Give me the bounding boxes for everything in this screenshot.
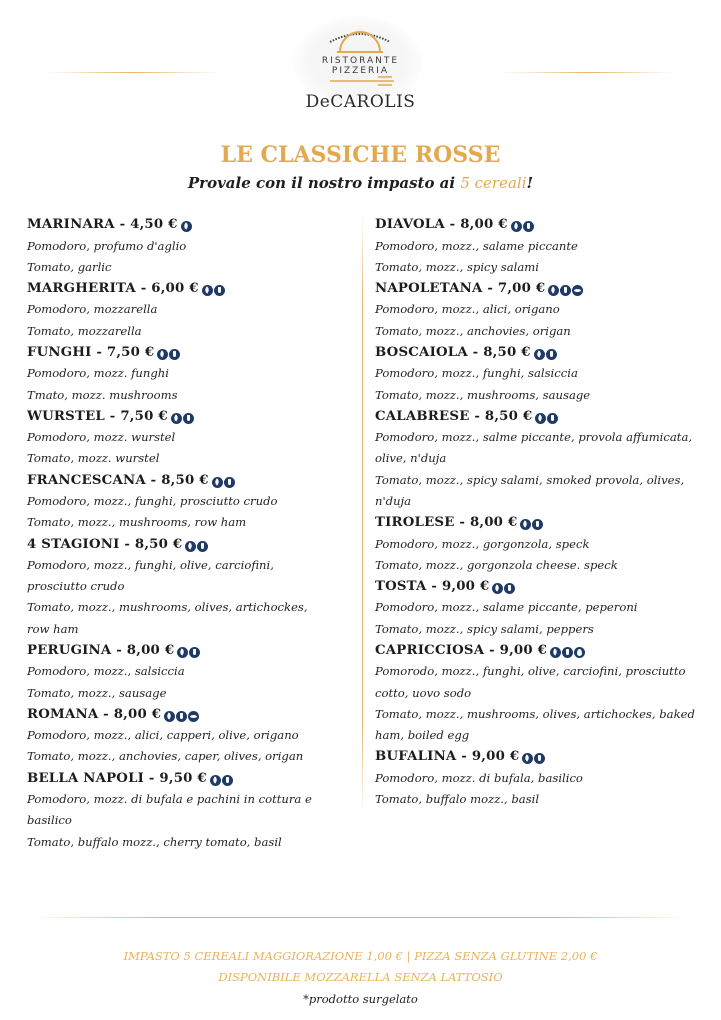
menu-item-title: PERUGINA - 8,00 € xyxy=(27,642,175,658)
menu-item xyxy=(375,576,695,640)
menu-item-name xyxy=(27,214,352,236)
menu-item-description: ham, boiled egg xyxy=(375,727,470,742)
menu-item-title: BOSCAIOLA - 8,50 € xyxy=(375,344,531,360)
subtitle-highlight: 5 cereali xyxy=(460,174,527,192)
page-subtitle xyxy=(0,174,721,192)
menu-item-title: WURSTEL - 7,50 € xyxy=(27,408,168,424)
leaf-icon xyxy=(550,647,561,658)
menu-item-title: TIROLESE - 8,00 € xyxy=(375,515,518,531)
menu-item-name xyxy=(27,534,352,556)
menu-item xyxy=(375,746,695,810)
fish-icon xyxy=(188,711,199,722)
leaf-icon xyxy=(548,285,559,296)
menu-item-description: Pomodoro, mozz., funghi, salsiccia xyxy=(375,366,578,381)
menu-item-title: MARINARA - 4,50 € xyxy=(27,217,178,232)
leaf-icon xyxy=(164,711,175,722)
menu-item-description: Pomodoro, mozz. funghi xyxy=(27,366,169,381)
menu-item-description: Tomato, mozz., anchovies, origan xyxy=(375,323,571,338)
menu-item-description: Pomodoro, mozz., funghi, prosciutto crudo xyxy=(27,494,278,509)
milk-icon xyxy=(224,477,235,488)
fish-icon xyxy=(572,285,583,296)
menu-item-title: NAPOLETANA - 7,00 € xyxy=(375,280,546,296)
menu-item-name xyxy=(375,214,695,236)
menu-item-description: Pomodoro, mozz. di bufala e pachini in cottura e basilico xyxy=(27,792,312,828)
leaf-icon xyxy=(535,413,546,424)
milk-icon xyxy=(534,753,545,764)
menu-item-description: Tomato, mozz., anchovies, caper, olives, origan xyxy=(27,749,304,764)
menu-item xyxy=(375,406,695,512)
leaf-icon xyxy=(492,583,503,594)
allergen-icons xyxy=(522,748,546,770)
menu-item xyxy=(375,512,695,576)
leaf-icon xyxy=(534,349,545,360)
leaf-icon xyxy=(520,519,531,530)
leaf-icon xyxy=(202,285,213,296)
menu-item-title: CALABRESE - 8,50 € xyxy=(375,408,533,424)
menu-item-name xyxy=(375,576,695,598)
menu-item-title: CAPRICCIOSA - 9,00 € xyxy=(375,642,548,658)
subtitle-prefix: Provale con il nostro impasto ai xyxy=(187,174,461,192)
allergen-icons xyxy=(534,344,558,366)
allergen-icons xyxy=(210,770,234,792)
logo-line2: PIZZERIA xyxy=(331,66,390,76)
menu-item-description: Tomato, mozz. wurstel xyxy=(27,451,160,466)
allergen-icons xyxy=(185,536,209,558)
menu-item-title: BELLA NAPOLI - 9,50 € xyxy=(27,770,207,786)
menu-item-description: Tomato, buffalo mozz., basil xyxy=(375,791,540,806)
milk-icon xyxy=(504,583,515,594)
logo-brand: DeCAROLIS xyxy=(305,92,416,112)
menu-item-description: prosciutto crudo xyxy=(27,579,125,594)
menu-item-description: Tomato, mozz., sausage xyxy=(27,685,167,700)
allergen-icons xyxy=(492,578,516,600)
menu-item xyxy=(375,640,695,746)
menu-item-description: Pomodoro, mozz., salme piccante, provola affumicata, xyxy=(375,430,693,445)
allergen-icons xyxy=(212,472,236,494)
leaf-icon xyxy=(177,647,188,658)
menu-item-description: row ham xyxy=(27,621,79,636)
menu-item-title: FUNGHI - 7,50 € xyxy=(27,344,155,360)
menu-item-description: Pomorodo, mozz., funghi, olive, carciofini, prosciutto xyxy=(375,664,686,679)
menu-item xyxy=(27,640,352,704)
menu-item-description: Tomato, mozz., gorgonzola cheese. speck xyxy=(375,557,618,572)
menu-item xyxy=(27,406,352,470)
menu-item-description: Tomato, mozz., mushrooms, sausage xyxy=(375,387,591,402)
leaf-icon xyxy=(157,349,168,360)
leaf-icon xyxy=(511,221,522,232)
allergen-icons xyxy=(177,642,201,664)
milk-icon xyxy=(222,775,233,786)
menu-item-description: Tomato, buffalo mozz., cherry tomato, basil xyxy=(27,834,282,849)
milk-icon xyxy=(560,285,571,296)
subtitle-suffix: ! xyxy=(526,174,534,192)
menu-item-description: Tomato, mozz., spicy salami, smoked provola, olives, xyxy=(375,472,685,487)
menu-item-description: Pomodoro, mozz., alici, capperi, olive, origano xyxy=(27,728,299,743)
menu-item-description: Pomodoro, mozz., gorgonzola, speck xyxy=(375,536,590,551)
menu-item xyxy=(27,768,352,853)
menu-item-description: Tomato, mozz., mushrooms, olives, artichockes, xyxy=(27,600,308,615)
menu-item-description: cotto, uovo sodo xyxy=(375,685,472,700)
menu-item-description: Tomato, mozz., mushrooms, row ham xyxy=(27,515,247,530)
egg-icon xyxy=(574,647,585,658)
menu-item-description: Pomodoro, mozzarella xyxy=(27,302,158,317)
menu-item xyxy=(375,342,695,406)
milk-icon xyxy=(197,541,208,552)
menu-item-description: Pomodoro, mozz., salame piccante, peperoni xyxy=(375,600,638,615)
milk-icon xyxy=(532,519,543,530)
allergen-icons xyxy=(548,280,584,302)
menu-item xyxy=(375,278,695,342)
menu-column-right xyxy=(375,214,695,810)
menu-item-title: BUFALINA - 9,00 € xyxy=(375,749,520,765)
milk-icon xyxy=(546,349,557,360)
menu-item-description: olive, n'duja xyxy=(375,451,447,466)
menu-item-name xyxy=(375,342,695,364)
menu-item xyxy=(27,534,352,640)
allergen-icons xyxy=(550,642,586,664)
milk-icon xyxy=(183,413,194,424)
allergen-icons xyxy=(171,408,195,430)
menu-item-name xyxy=(375,278,695,300)
menu-item-description: Pomodoro, profumo d'aglio xyxy=(27,238,187,253)
menu-item-description: Tomato, mozz., mushrooms, olives, artichockes, baked xyxy=(375,706,695,721)
menu-item-name xyxy=(27,640,352,662)
menu-item-description: Tomato, mozz., spicy salami xyxy=(375,259,539,274)
menu-item-description: Pomodoro, mozz., funghi, olive, carciofini, xyxy=(27,558,274,573)
milk-icon xyxy=(523,221,534,232)
menu-item-name xyxy=(27,768,352,790)
milk-icon xyxy=(214,285,225,296)
menu-item xyxy=(27,704,352,768)
menu-item-description: Pomodoro, mozz., salame piccante xyxy=(375,238,578,253)
menu-item xyxy=(27,470,352,534)
logo-line1: RISTORANTE xyxy=(321,56,400,66)
menu-item-title: TOSTA - 9,00 € xyxy=(375,578,490,594)
menu-item xyxy=(375,214,695,278)
leaf-icon xyxy=(185,541,196,552)
menu-item-title: ROMANA - 8,00 € xyxy=(27,706,162,722)
menu-item-description: Tomato, mozz., spicy salami, peppers xyxy=(375,621,594,636)
menu-item-description: Tmato, mozz. mushrooms xyxy=(27,387,178,402)
menu-item-description: Pomodoro, mozz. wurstel xyxy=(27,430,176,445)
menu-item-name xyxy=(375,640,695,662)
menu-item-description: Pomodoro, mozz., alici, origano xyxy=(375,302,560,317)
allergen-icons xyxy=(520,514,544,536)
allergen-icons xyxy=(181,216,193,238)
menu-item xyxy=(27,214,352,278)
leaf-icon xyxy=(212,477,223,488)
menu-item-title: MARGHERITA - 6,00 € xyxy=(27,280,199,296)
footer-frozen-note: *prodotto surgelato xyxy=(303,992,418,1006)
allergen-icons xyxy=(157,344,181,366)
menu-item-name xyxy=(27,406,352,428)
menu-item-description: n'duja xyxy=(375,493,412,508)
allergen-icons xyxy=(164,706,200,728)
footer-lactose-free: DISPONIBILE MOZZARELLA SENZA LATTOSIO xyxy=(218,970,503,984)
footer-divider xyxy=(30,917,691,918)
menu-item-name xyxy=(27,470,352,492)
menu-column-left xyxy=(27,214,352,853)
menu-item xyxy=(27,342,352,406)
menu-item-description: Tomato, garlic xyxy=(27,259,112,274)
milk-icon xyxy=(176,711,187,722)
menu-item-description: Pomodoro, mozz., salsiccia xyxy=(27,664,185,679)
menu-item-name xyxy=(375,746,695,768)
menu-item xyxy=(27,278,352,342)
menu-item-name xyxy=(27,704,352,726)
milk-icon xyxy=(169,349,180,360)
menu-item-name xyxy=(27,342,352,364)
column-divider xyxy=(362,214,363,814)
menu-item-description: Tomato, mozzarella xyxy=(27,323,142,338)
leaf-icon xyxy=(210,775,221,786)
leaf-icon xyxy=(522,753,533,764)
allergen-icons xyxy=(511,216,535,238)
allergen-icons xyxy=(535,408,559,430)
menu-item-name xyxy=(375,512,695,534)
menu-item-name xyxy=(375,406,695,428)
leaf-icon xyxy=(181,221,192,232)
menu-item-title: 4 STAGIONI - 8,50 € xyxy=(27,536,183,552)
milk-icon xyxy=(547,413,558,424)
menu-item-description: Pomodoro, mozz. di bufala, basilico xyxy=(375,770,583,785)
leaf-icon xyxy=(171,413,182,424)
allergen-icons xyxy=(202,280,226,302)
menu-item-title: FRANCESCANA - 8,50 € xyxy=(27,472,209,488)
page-title: LE CLASSICHE ROSSE xyxy=(220,142,501,168)
menu-item-name xyxy=(27,278,352,300)
milk-icon xyxy=(189,647,200,658)
milk-icon xyxy=(562,647,573,658)
footer-surcharge: IMPASTO 5 CEREALI MAGGIORAZIONE 1,00 € | PIZZA SENZA GLUTINE 2,00 € xyxy=(123,949,598,963)
menu-item-title: DIAVOLA - 8,00 € xyxy=(375,217,508,232)
